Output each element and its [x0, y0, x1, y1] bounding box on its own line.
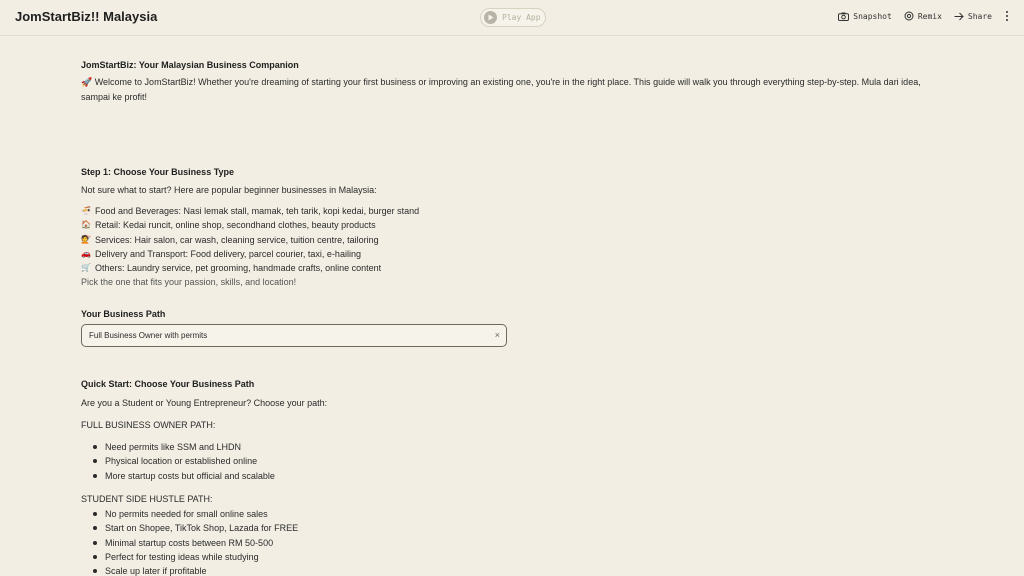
noodle-bowl-icon: 🍜 — [81, 206, 91, 215]
list-item: 🚗 Delivery and Transport: Food delivery, parcel courier, taxi, e-hailing — [81, 247, 419, 261]
business-type-list — [81, 204, 419, 292]
list-item: Start on Shopee, TikTok Shop, Lazada for FREE — [91, 521, 298, 535]
student-hustle-header: STUDENT SIDE HUSTLE PATH: — [81, 494, 213, 504]
list-item: Need permits like SSM and LHDN — [91, 440, 275, 454]
snapshot-label: Snapshot — [853, 11, 892, 21]
step1-footer-text: Pick the one that fits your passion, skills, and location! — [81, 277, 297, 288]
play-app-label: Play App — [502, 13, 541, 22]
list-item: Minimal startup costs between RM 50-500 — [91, 536, 298, 550]
remix-icon — [904, 11, 914, 21]
camera-icon — [838, 12, 849, 21]
clear-icon[interactable]: × — [494, 330, 500, 340]
arrow-right-icon — [954, 12, 964, 21]
list-item: Physical location or established online — [91, 454, 275, 468]
business-path-label: Your Business Path — [81, 309, 166, 319]
business-path-select[interactable] — [81, 324, 507, 347]
shopping-cart-icon: 🛒 — [81, 263, 91, 273]
list-item: No permits needed for small online sales — [91, 507, 298, 521]
full-owner-list — [91, 440, 275, 483]
play-icon — [484, 11, 497, 24]
intro-title: JomStartBiz: Your Malaysian Business Companion — [81, 60, 299, 70]
haircut-icon: 💇 — [81, 234, 91, 244]
step1-text: Not sure what to start? Here are popular beginner businesses in Malaysia: — [81, 185, 377, 195]
share-button[interactable] — [954, 12, 992, 21]
full-owner-header: FULL BUSINESS OWNER PATH: — [81, 420, 216, 430]
more-menu-icon[interactable] — [1004, 11, 1010, 21]
app-title: JomStartBiz!! Malaysia — [15, 9, 158, 24]
top-actions — [838, 11, 1010, 21]
quickstart-text: Are you a Student or Young Entrepreneur? Choose your path: — [81, 398, 328, 408]
step1-title: Step 1: Choose Your Business Type — [81, 167, 235, 177]
remix-label: Remix — [917, 11, 942, 21]
intro-text: 🚀 Welcome to JomStartBiz! Whether you're dreaming of starting your first business or improving an existing one, you're in the right place. This guide will walk you through everything step-by-step. Mula dari idea, sampai ke profit! — [81, 77, 921, 102]
list-item: 🛒 Others: Laundry service, pet grooming, handmade crafts, online content — [81, 261, 419, 275]
share-label: Share — [967, 11, 992, 21]
top-bar — [0, 0, 1024, 36]
play-app-button[interactable] — [480, 8, 546, 27]
list-item: Perfect for testing ideas while studying — [91, 550, 298, 564]
snapshot-button[interactable] — [838, 12, 892, 21]
list-item: 💇 Services: Hair salon, car wash, cleaning service, tuition centre, tailoring — [81, 233, 419, 247]
remix-button[interactable] — [904, 11, 942, 21]
business-path-value: Full Business Owner with permits — [89, 331, 208, 340]
list-item: 🏠 Retail: Kedai runcit, online shop, secondhand clothes, beauty products — [81, 218, 419, 232]
list-item: More startup costs but official and scalable — [91, 469, 275, 483]
list-item: 🍜 Food and Beverages: Nasi lemak stall, mamak, teh tarik, kopi kedai, burger stand — [81, 204, 419, 218]
quickstart-title: Quick Start: Choose Your Business Path — [81, 379, 255, 389]
car-icon: 🚗 — [81, 248, 91, 258]
student-hustle-list — [91, 507, 298, 576]
list-item: Scale up later if profitable — [91, 564, 298, 576]
house-icon: 🏠 — [81, 220, 91, 230]
